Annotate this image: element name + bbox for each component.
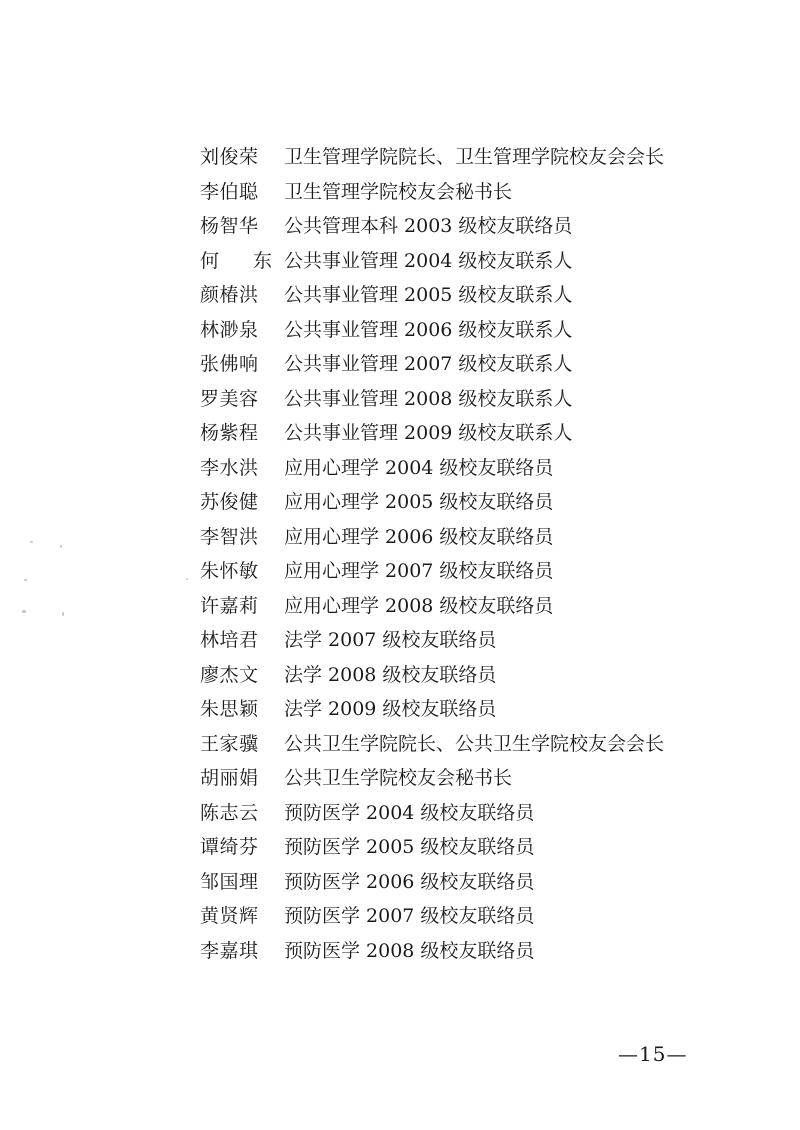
person-role: 预防医学 2007 级校友联络员 [284,905,535,927]
person-role: 卫生管理学院院长、卫生管理学院校友会会长 [284,146,665,168]
list-item [200,209,760,244]
person-name: 许嘉莉 [200,594,259,617]
person-name: 刘俊荣 [200,146,259,168]
scan-speck [62,612,64,616]
list-item [200,278,760,313]
list-item [200,589,760,624]
list-item [200,140,760,175]
person-name: 廖杰文 [200,663,259,686]
person-name: 李伯聪 [200,180,259,203]
person-role: 法学 2008 级校友联络员 [284,663,497,686]
list-item [200,485,760,520]
list-item [200,796,760,831]
list-item [200,623,760,658]
list-item [200,382,760,417]
list-item [200,899,760,934]
list-item [200,865,760,900]
person-name: 谭绮芬 [200,836,259,858]
contact-list [200,140,760,968]
person-role: 公共卫生学院校友会秘书长 [284,767,513,789]
person-role: 法学 2009 级校友联络员 [284,698,497,720]
person-role: 公共卫生学院院长、公共卫生学院校友会会长 [284,732,665,755]
scan-speck [60,545,62,548]
list-item [200,761,760,796]
list-item [200,347,760,382]
person-name: 林渺泉 [200,318,259,341]
person-name: 李水洪 [200,456,259,479]
list-item [200,554,760,589]
person-name: 胡丽娟 [200,767,259,789]
list-item [200,934,760,969]
person-name: 颜椿洪 [200,284,259,306]
list-item [200,313,760,348]
person-role: 公共事业管理 2004 级校友联系人 [284,249,573,272]
person-role: 法学 2007 级校友联络员 [284,629,497,651]
scan-speck [186,578,188,580]
person-role: 预防医学 2005 级校友联络员 [284,836,535,858]
person-role: 公共事业管理 2006 级校友联系人 [284,318,573,341]
person-name: 李嘉琪 [200,939,259,962]
person-name: 王家骥 [200,732,259,755]
person-name: 林培君 [200,629,259,651]
person-name: 朱思颖 [200,698,259,720]
list-item [200,520,760,555]
list-item [200,692,760,727]
scan-speck [22,610,26,613]
person-role: 预防医学 2004 级校友联络员 [284,801,535,824]
person-name: 罗美容 [200,387,259,410]
person-name: 黄贤辉 [200,905,259,927]
person-role: 公共事业管理 2008 级校友联系人 [284,387,573,410]
person-name: 杨紫程 [200,422,259,444]
page-number: —15— [618,1042,688,1066]
person-role: 公共事业管理 2009 级校友联系人 [284,422,573,444]
person-role: 公共管理本科 2003 级校友联络员 [284,215,573,237]
person-role: 应用心理学 2007 级校友联络员 [284,560,554,582]
person-role: 公共事业管理 2007 级校友联系人 [284,353,573,375]
person-role: 预防医学 2008 级校友联络员 [284,939,535,962]
person-name: 张佛响 [200,353,259,375]
scan-speck [24,579,27,581]
person-name: 邹国理 [200,870,259,893]
list-item [200,175,760,210]
person-name: 何 东 [200,249,287,272]
person-name: 朱怀敏 [200,560,259,582]
person-role: 应用心理学 2004 级校友联络员 [284,456,554,479]
person-name: 李智洪 [200,525,259,548]
list-item [200,658,760,693]
person-role: 应用心理学 2005 级校友联络员 [284,491,554,513]
person-name: 苏俊健 [200,491,259,513]
scan-speck [30,541,33,543]
list-item [200,244,760,279]
list-item [200,830,760,865]
list-item [200,416,760,451]
person-name: 杨智华 [200,215,259,237]
person-role: 应用心理学 2006 级校友联络员 [284,525,554,548]
list-item [200,727,760,762]
person-role: 卫生管理学院校友会秘书长 [284,180,513,203]
list-item [200,451,760,486]
person-role: 预防医学 2006 级校友联络员 [284,870,535,893]
person-role: 应用心理学 2008 级校友联络员 [284,594,554,617]
person-name: 陈志云 [200,801,259,824]
person-role: 公共事业管理 2005 级校友联系人 [284,284,573,306]
